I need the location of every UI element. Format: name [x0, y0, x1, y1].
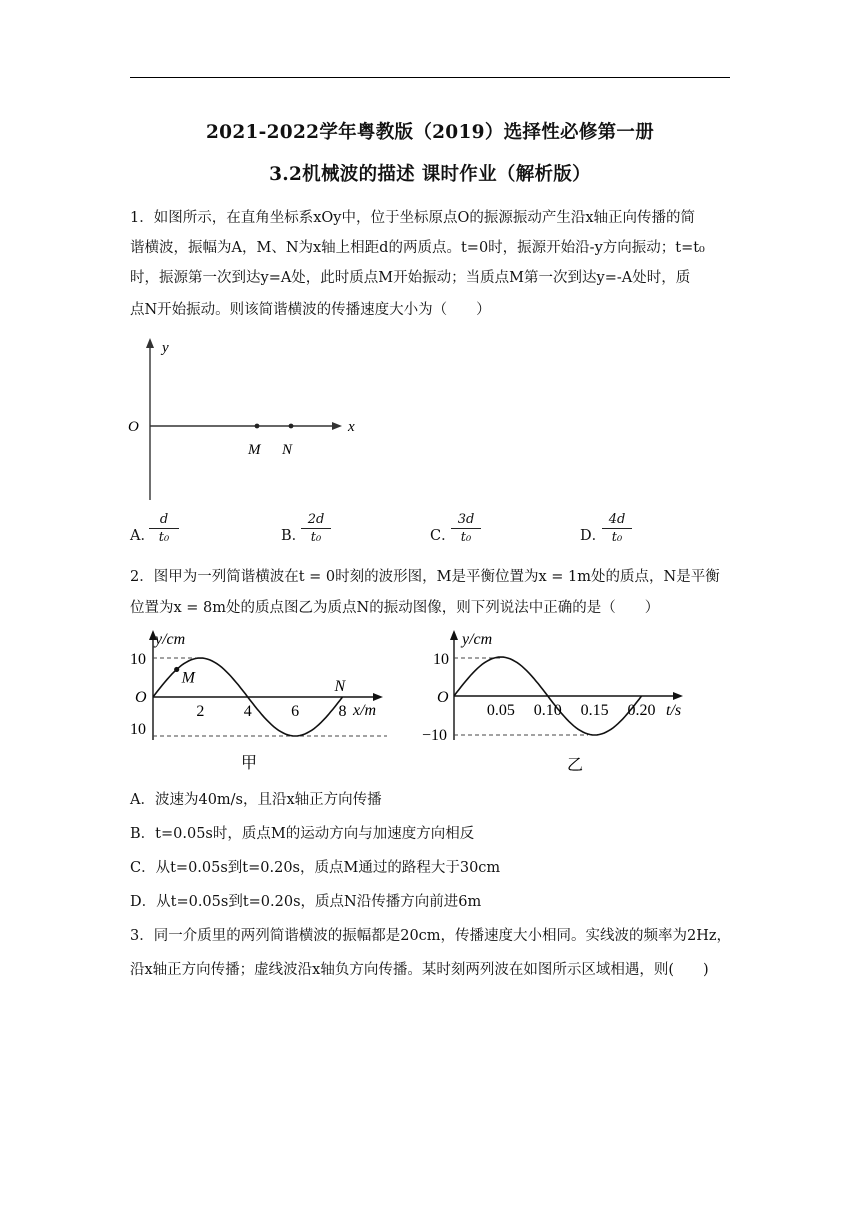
q1-line-3: 时，振源第一次到达y=A处，此时质点M开始振动；当质点M第一次到达y=-A处时，质: [130, 270, 691, 286]
q1-y-arrow-icon: [146, 338, 154, 348]
chart-jia: [120, 628, 400, 778]
yi-x-arrow-icon: [673, 692, 683, 700]
jia-y-tick-top: 10: [130, 651, 146, 668]
q1-y-label: y: [162, 340, 169, 356]
q1-m-label: M: [248, 442, 261, 458]
q1-point-n: [289, 424, 294, 429]
q1-option-a-fraction: [149, 512, 179, 545]
yi-y-label: y/cm: [462, 631, 493, 648]
jia-m-label: M: [181, 669, 196, 687]
jia-n-label: N: [334, 678, 346, 695]
yi-y-arrow-icon: [450, 630, 458, 640]
q1-option-a-letter: A．: [130, 528, 155, 544]
q1-option-b-den: t₀: [310, 530, 322, 545]
q1-option-b-fraction: [301, 512, 331, 545]
q2-line-2: 位置为x = 8m处的质点图乙为质点N的振动图像，则下列说法中正确的是（ ）: [130, 600, 660, 616]
jia-y-tick-bottom: 10: [130, 721, 146, 738]
q3-line-1: 3．同一介质里的两列简谐横波的振幅都是20cm，传播速度大小相同。实线波的频率为2Hz，: [130, 928, 732, 944]
yi-x-ticks: [487, 702, 656, 719]
q1-axis-figure: [120, 330, 370, 510]
doc-subtitle: 3.2机械波的描述 课时作业（解析版）: [269, 164, 591, 185]
yi-y-tick-bottom: −10: [422, 727, 448, 744]
jia-x-tick: 4: [243, 703, 252, 720]
q1-line-4: 点N开始振动。则该简谐横波的传播速度大小为（ ）: [130, 302, 491, 318]
jia-origin-label: O: [135, 689, 147, 706]
q3-line-2: 沿x轴正方向传播；虚线波沿x轴负方向传播。某时刻两列波在如图所示区域相遇，则( ): [130, 962, 709, 978]
q1-option-c-den: t₀: [460, 530, 472, 545]
q1-x-arrow-icon: [332, 422, 342, 430]
jia-x-label: x/m: [353, 702, 377, 719]
yi-y-tick-top: 10: [433, 651, 449, 668]
yi-x-tick: 0.20: [627, 702, 656, 719]
q1-line-2: 谐横波，振幅为A，M、N为x轴上相距d的两质点。t=0时，振源开始沿-y方向振动；t=t₀: [130, 240, 705, 256]
q1-x-label: x: [348, 419, 355, 435]
q2-line-1: 2．图甲为一列简谐横波在t = 0时刻的波形图，M是平衡位置为x = 1m处的质点，N是平衡: [130, 569, 720, 585]
jia-x-ticks: [196, 703, 346, 720]
jia-point-m: [174, 667, 179, 672]
q2-option-b: B．t=0.05s时，质点M的运动方向与加速度方向相反: [130, 826, 475, 842]
q1-option-c-num: 3d: [451, 512, 481, 529]
jia-y-label: y/cm: [155, 631, 186, 648]
header-rule: [130, 77, 730, 78]
q2-option-c: C．从t=0.05s到t=0.20s，质点M通过的路程大于30cm: [130, 860, 501, 876]
q1-origin-label: O: [128, 419, 139, 435]
q1-option-c-fraction: [451, 512, 481, 545]
chart-yi: [420, 628, 700, 778]
q1-option-d-den: t₀: [611, 530, 623, 545]
jia-x-tick: 8: [338, 703, 347, 720]
jia-caption: 甲: [241, 755, 258, 772]
jia-x-tick: 2: [196, 703, 205, 720]
doc-title: 2021-2022学年粤教版（2019）选择性必修第一册: [205, 122, 655, 143]
q1-option-b-num: 2d: [301, 512, 331, 529]
q1-option-b-letter: B．: [281, 528, 307, 544]
yi-x-tick: 0.05: [486, 702, 515, 719]
q1-line-1: 1．如图所示，在直角坐标系xOy中，位于坐标原点O的振源振动产生沿x轴正向传播的简: [130, 210, 696, 226]
yi-x-tick: 0.15: [580, 702, 609, 719]
q1-option-a-num: d: [149, 512, 179, 529]
q2-option-d: D．从t=0.05s到t=0.20s，质点N沿传播方向前进6m: [130, 894, 482, 910]
q1-option-d-letter: D．: [580, 528, 607, 544]
yi-origin-label: O: [437, 689, 449, 706]
q2-option-a: A．波速为40m/s，且沿x轴正方向传播: [130, 792, 382, 808]
q1-option-a-den: t₀: [158, 530, 170, 545]
q1-option-d-num: 4d: [602, 512, 632, 529]
q1-option-d-fraction: [602, 512, 632, 545]
q1-point-m: [255, 424, 260, 429]
yi-x-label: t/s: [666, 702, 682, 719]
yi-caption: 乙: [567, 757, 584, 774]
q1-option-c-letter: C．: [430, 528, 456, 544]
q1-n-label: N: [282, 442, 293, 458]
yi-x-tick: 0.10: [533, 702, 562, 719]
jia-x-arrow-icon: [373, 693, 383, 701]
jia-x-tick: 6: [291, 703, 300, 720]
